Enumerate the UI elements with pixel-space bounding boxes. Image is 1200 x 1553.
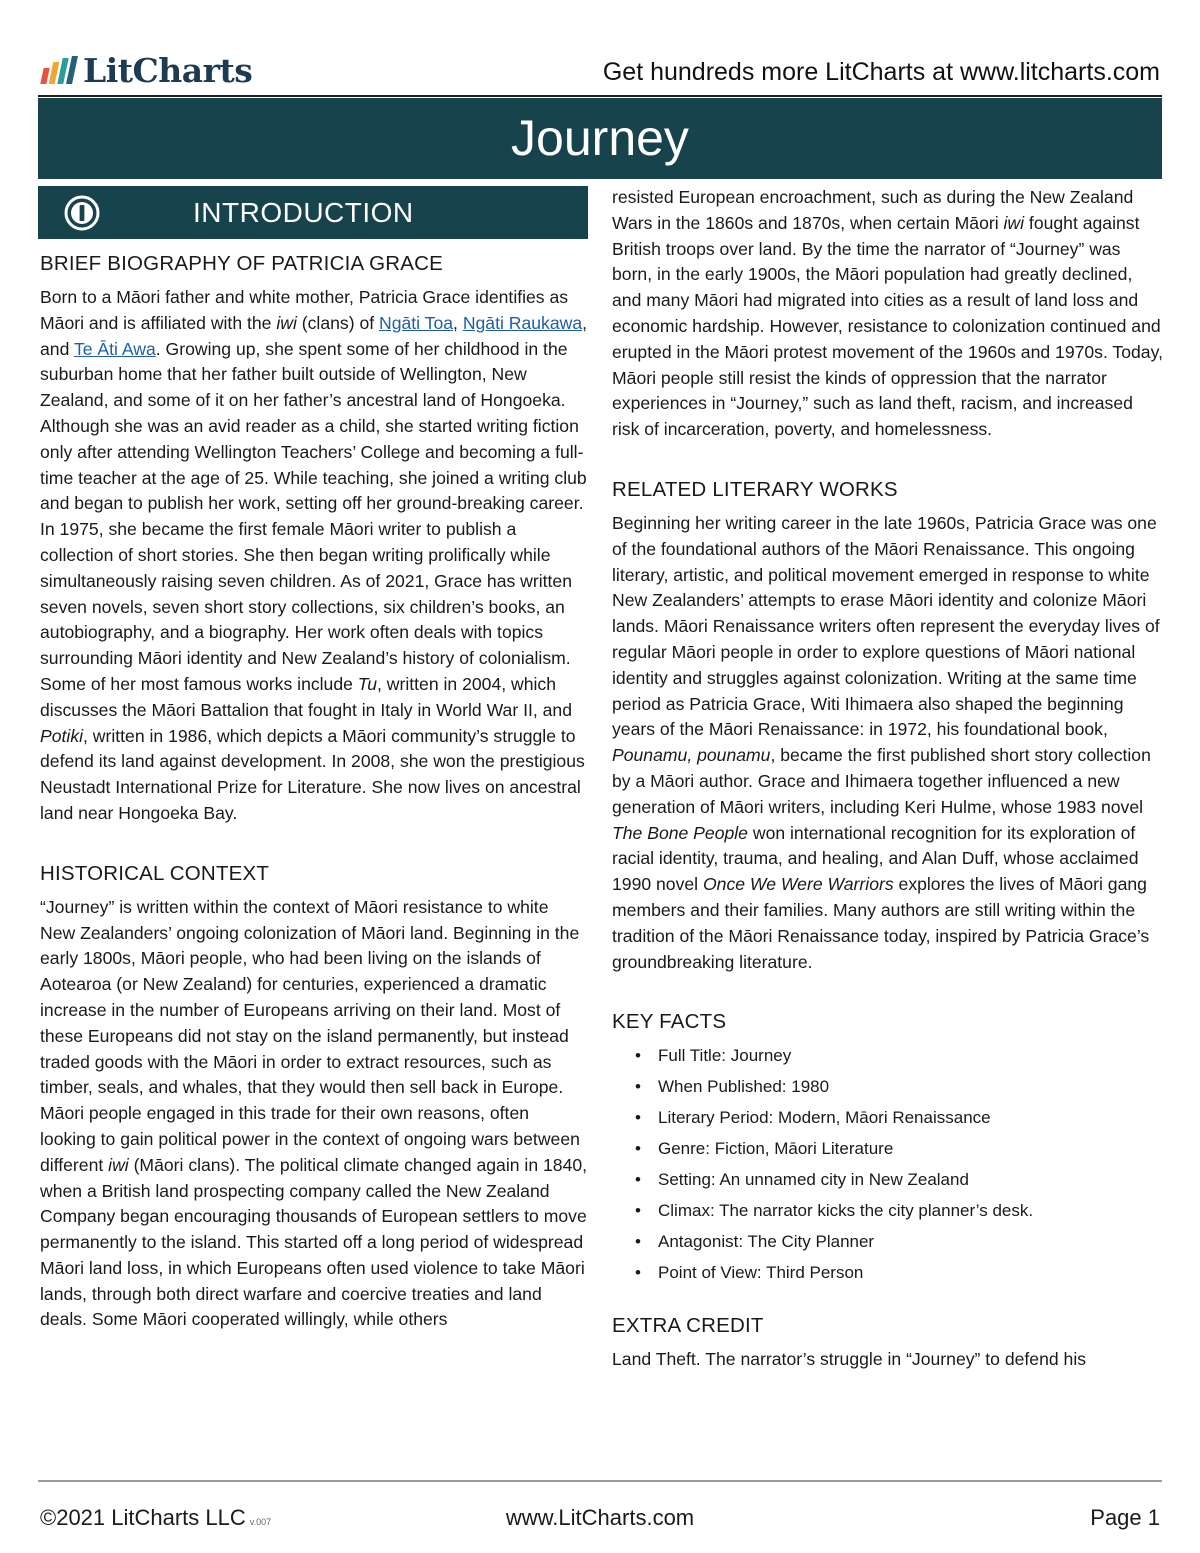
- book-title-potiki: Potiki: [40, 725, 84, 746]
- related-text: Beginning her writing career in the late 1960s, Patricia Grace was one of the foundational authors of the Māori Renaissance. This ongoing literary, artistic, and political movement emerged in response to white New Zealanders’ attempts to erase Māori identity and colonize Māori lands. Māori Renaissance writers often represent the everyday lives of regular Māori people in order to explore questions of Māori national identity and struggles against colonization. Writing at the same time period as Patricia Grace, Witi Ihimaera also shaped the beginning years of the Māori Renaissance: in 1972, his foundational book,: [612, 512, 1160, 740]
- historical-heading: HISTORICAL CONTEXT: [40, 861, 270, 885]
- book-title-tu: Tu: [357, 673, 378, 694]
- fact-label: When Published:: [658, 1077, 787, 1097]
- fact-label: Literary Period:: [658, 1108, 774, 1128]
- historical-text: “Journey” is written within the context of Māori resistance to white New Zealanders’ ongoing colonization of Māori land. Beginning in the early 1800s, Māori people, who had been living on the islands of Aotearoa (or New Zealand) for centuries, experienced a dramatic increase in the number of Europeans arriving on their land. Most of these Europeans did not stay on the island permanently, but instead traded goods with the Māori in order to extract resources, such as timber, seals, and whales, that they would then sell back in Europe. Māori people engaged in this trade for their own reasons, often looking to gain political power in the context of ongoing wars between different: [40, 896, 580, 1175]
- bio-heading: BRIEF BIOGRAPHY OF PATRICIA GRACE: [40, 252, 444, 275]
- fact-item: [632, 1167, 1164, 1193]
- bio-paragraph: [40, 285, 588, 827]
- key-facts-list: [612, 1043, 1164, 1286]
- fact-item: [632, 1136, 1164, 1162]
- header-tagline[interactable]: Get hundreds more LitCharts at www.litcharts.com: [602, 58, 1160, 86]
- litcharts-logo[interactable]: [42, 50, 252, 90]
- fact-item: [632, 1229, 1164, 1255]
- book-title-bone-people: The Bone People: [612, 822, 748, 843]
- fact-label: Full Title:: [658, 1046, 727, 1066]
- fact-value: Fiction, Māori Literature: [709, 1139, 894, 1159]
- historical-paragraph: [40, 895, 588, 1334]
- book-title-once-we-were-warriors: Once We Were Warriors: [702, 874, 894, 895]
- iwi-term: iwi: [1003, 212, 1025, 233]
- bio-text: , and: [40, 312, 588, 359]
- related-heading: RELATED LITERARY WORKS: [612, 477, 898, 501]
- bio-text: Born to a Māori father and white mother, Patricia Grace identifies as Māori and is affiliated with the: [40, 287, 569, 333]
- link-ngati-raukawa[interactable]: Ngāti Raukawa: [462, 312, 583, 333]
- fact-value: Third Person: [761, 1263, 864, 1283]
- fact-value: Journey: [726, 1046, 792, 1066]
- key-facts-heading: KEY FACTS: [612, 1010, 727, 1034]
- link-ngati-toa[interactable]: Ngāti Toa: [379, 312, 454, 333]
- fact-value: Modern, Māori Renaissance: [773, 1108, 991, 1128]
- historical-text: fought against British troops over land. By the time the narrator of “Journey” was born, in the early 1900s, the Māori population had greatly declined, and many Māori had migrated into cities as a result of land loss and economic hardship. However, resistance to colonization continued and erupted in the Māori protest movement of the 1960s and 1970s. Today, Māori people still resist the kinds of oppression that the narrator experiences in “Journey,” such as land theft, racism, and increased risk of incarceration, poverty, and homelessness.: [612, 212, 1163, 440]
- fact-item: [632, 1198, 1164, 1224]
- extra-credit-heading: EXTRA CREDIT: [612, 1314, 764, 1338]
- spacer: [612, 975, 1164, 1009]
- related-text: , became the first published short story collection by a Māori author. Grace and Ihimaera together influenced a new generation of Māori writers, including Keri Hulme, whose 1983 novel: [612, 745, 1151, 817]
- bio-text: (clans) of: [296, 312, 380, 333]
- extra-credit-paragraph: [612, 1347, 1164, 1373]
- link-te-ati-awa[interactable]: Te Āti Awa: [73, 338, 156, 359]
- spacer: [612, 443, 1164, 477]
- page-number: Page 1: [1090, 1505, 1160, 1530]
- related-paragraph: [612, 511, 1164, 975]
- fact-value: The City Planner: [743, 1232, 875, 1252]
- page-title: Journey: [38, 98, 1162, 179]
- fact-item: [632, 1105, 1164, 1131]
- fact-item: [632, 1260, 1164, 1286]
- header-rule: [38, 95, 1162, 97]
- related-text: explores the lives of Māori gang members and their families. Many authors are still writing within the tradition of the Māori Renaissance today, inspired by Patricia Grace’s groundbreaking literature.: [612, 874, 1150, 972]
- book-title-pounamu: Pounamu, pounamu: [612, 745, 771, 766]
- extra-credit-text: The narrator’s struggle in “Journey” to defend his: [700, 1349, 1087, 1370]
- fact-value: The narrator kicks the city planner’s desk.: [714, 1201, 1034, 1221]
- bio-text: . Growing up, she spent some of her childhood in the suburban home that her father built outside of Wellington, New Zealand, and some of it on her father’s ancestral land of Hongoeka. Although she was an avid reader as a child, she started writing fiction only after attending Wellington Teachers’ College and becoming a full-time teacher at the age of 25. While teaching, she joined a writing club and began to publish her work, setting off her ground-breaking career. In 1975, she became the first female Māori writer to publish a collection of short stories. She then began writing prolifically while simultaneously raising seven children. As of 2021, Grace has written seven novels, seven short story collections, six children’s books, an autobiography, and a biography. Her work often deals with topics surrounding Māori identity and New Zealand’s history of colonialism. Some of her most famous works include: [40, 338, 587, 694]
- footer-url[interactable]: www.LitCharts.com: [505, 1505, 695, 1530]
- introduction-band: [38, 186, 588, 239]
- copyright-text: ©2021 LitCharts LLC: [40, 1505, 246, 1530]
- fact-value: 1980: [786, 1077, 830, 1097]
- info-icon: [63, 194, 101, 232]
- bio-text: ,: [453, 312, 463, 333]
- extra-credit-label: Land Theft.: [612, 1349, 701, 1370]
- iwi-term: iwi: [276, 312, 297, 333]
- fact-item: [632, 1043, 1164, 1069]
- logo-wordmark: LitCharts: [83, 50, 253, 90]
- fact-item: [632, 1074, 1164, 1100]
- fact-label: Genre:: [658, 1139, 710, 1159]
- fact-label: Antagonist:: [658, 1232, 744, 1252]
- fact-value: An unnamed city in New Zealand: [715, 1170, 969, 1190]
- spacer: [40, 827, 588, 861]
- bio-text: , written in 2004, which discusses the Māori Battalion that fought in Italy in World War II, and: [40, 673, 572, 720]
- related-text: won international recognition for its exploration of racial identity, trauma, and healing, and Alan Duff, whose acclaimed 1990 novel: [612, 822, 1139, 895]
- fact-label: Setting:: [658, 1170, 716, 1190]
- historical-text: (Māori clans). The political climate changed again in 1840, when a British land prospecting company called the New Zealand Company began encouraging thousands of European settlers to move permanently to the island. This started off a long period of widespread Māori land loss, in which Europeans often used violence to take Māori lands, through both direct warfare and coercive treaties and land deals. Some Māori cooperated willingly, while others: [40, 1154, 588, 1330]
- introduction-label: INTRODUCTION: [193, 197, 414, 228]
- logo-bars-icon: [42, 56, 75, 84]
- right-column: [612, 185, 1164, 1373]
- fact-label: Point of View:: [658, 1263, 762, 1283]
- historical-text: resisted European encroachment, such as during the New Zealand Wars in the 1860s and 1870s, when certain Māori: [612, 187, 1134, 233]
- fact-label: Climax:: [658, 1201, 715, 1221]
- iwi-term: iwi: [108, 1154, 129, 1175]
- spacer: [612, 1291, 1164, 1313]
- historical-continued: [612, 185, 1164, 443]
- version-text: v.007: [249, 1517, 272, 1527]
- footer-rule: [38, 1480, 1162, 1482]
- bio-text: , written in 1986, which depicts a Māori community’s struggle to defend its land against development. In 2008, she won the prestigious Neustadt International Prize for Literature. She now lives on ancestral land near Hongoeka Bay.: [40, 725, 585, 823]
- left-column: [40, 251, 588, 1333]
